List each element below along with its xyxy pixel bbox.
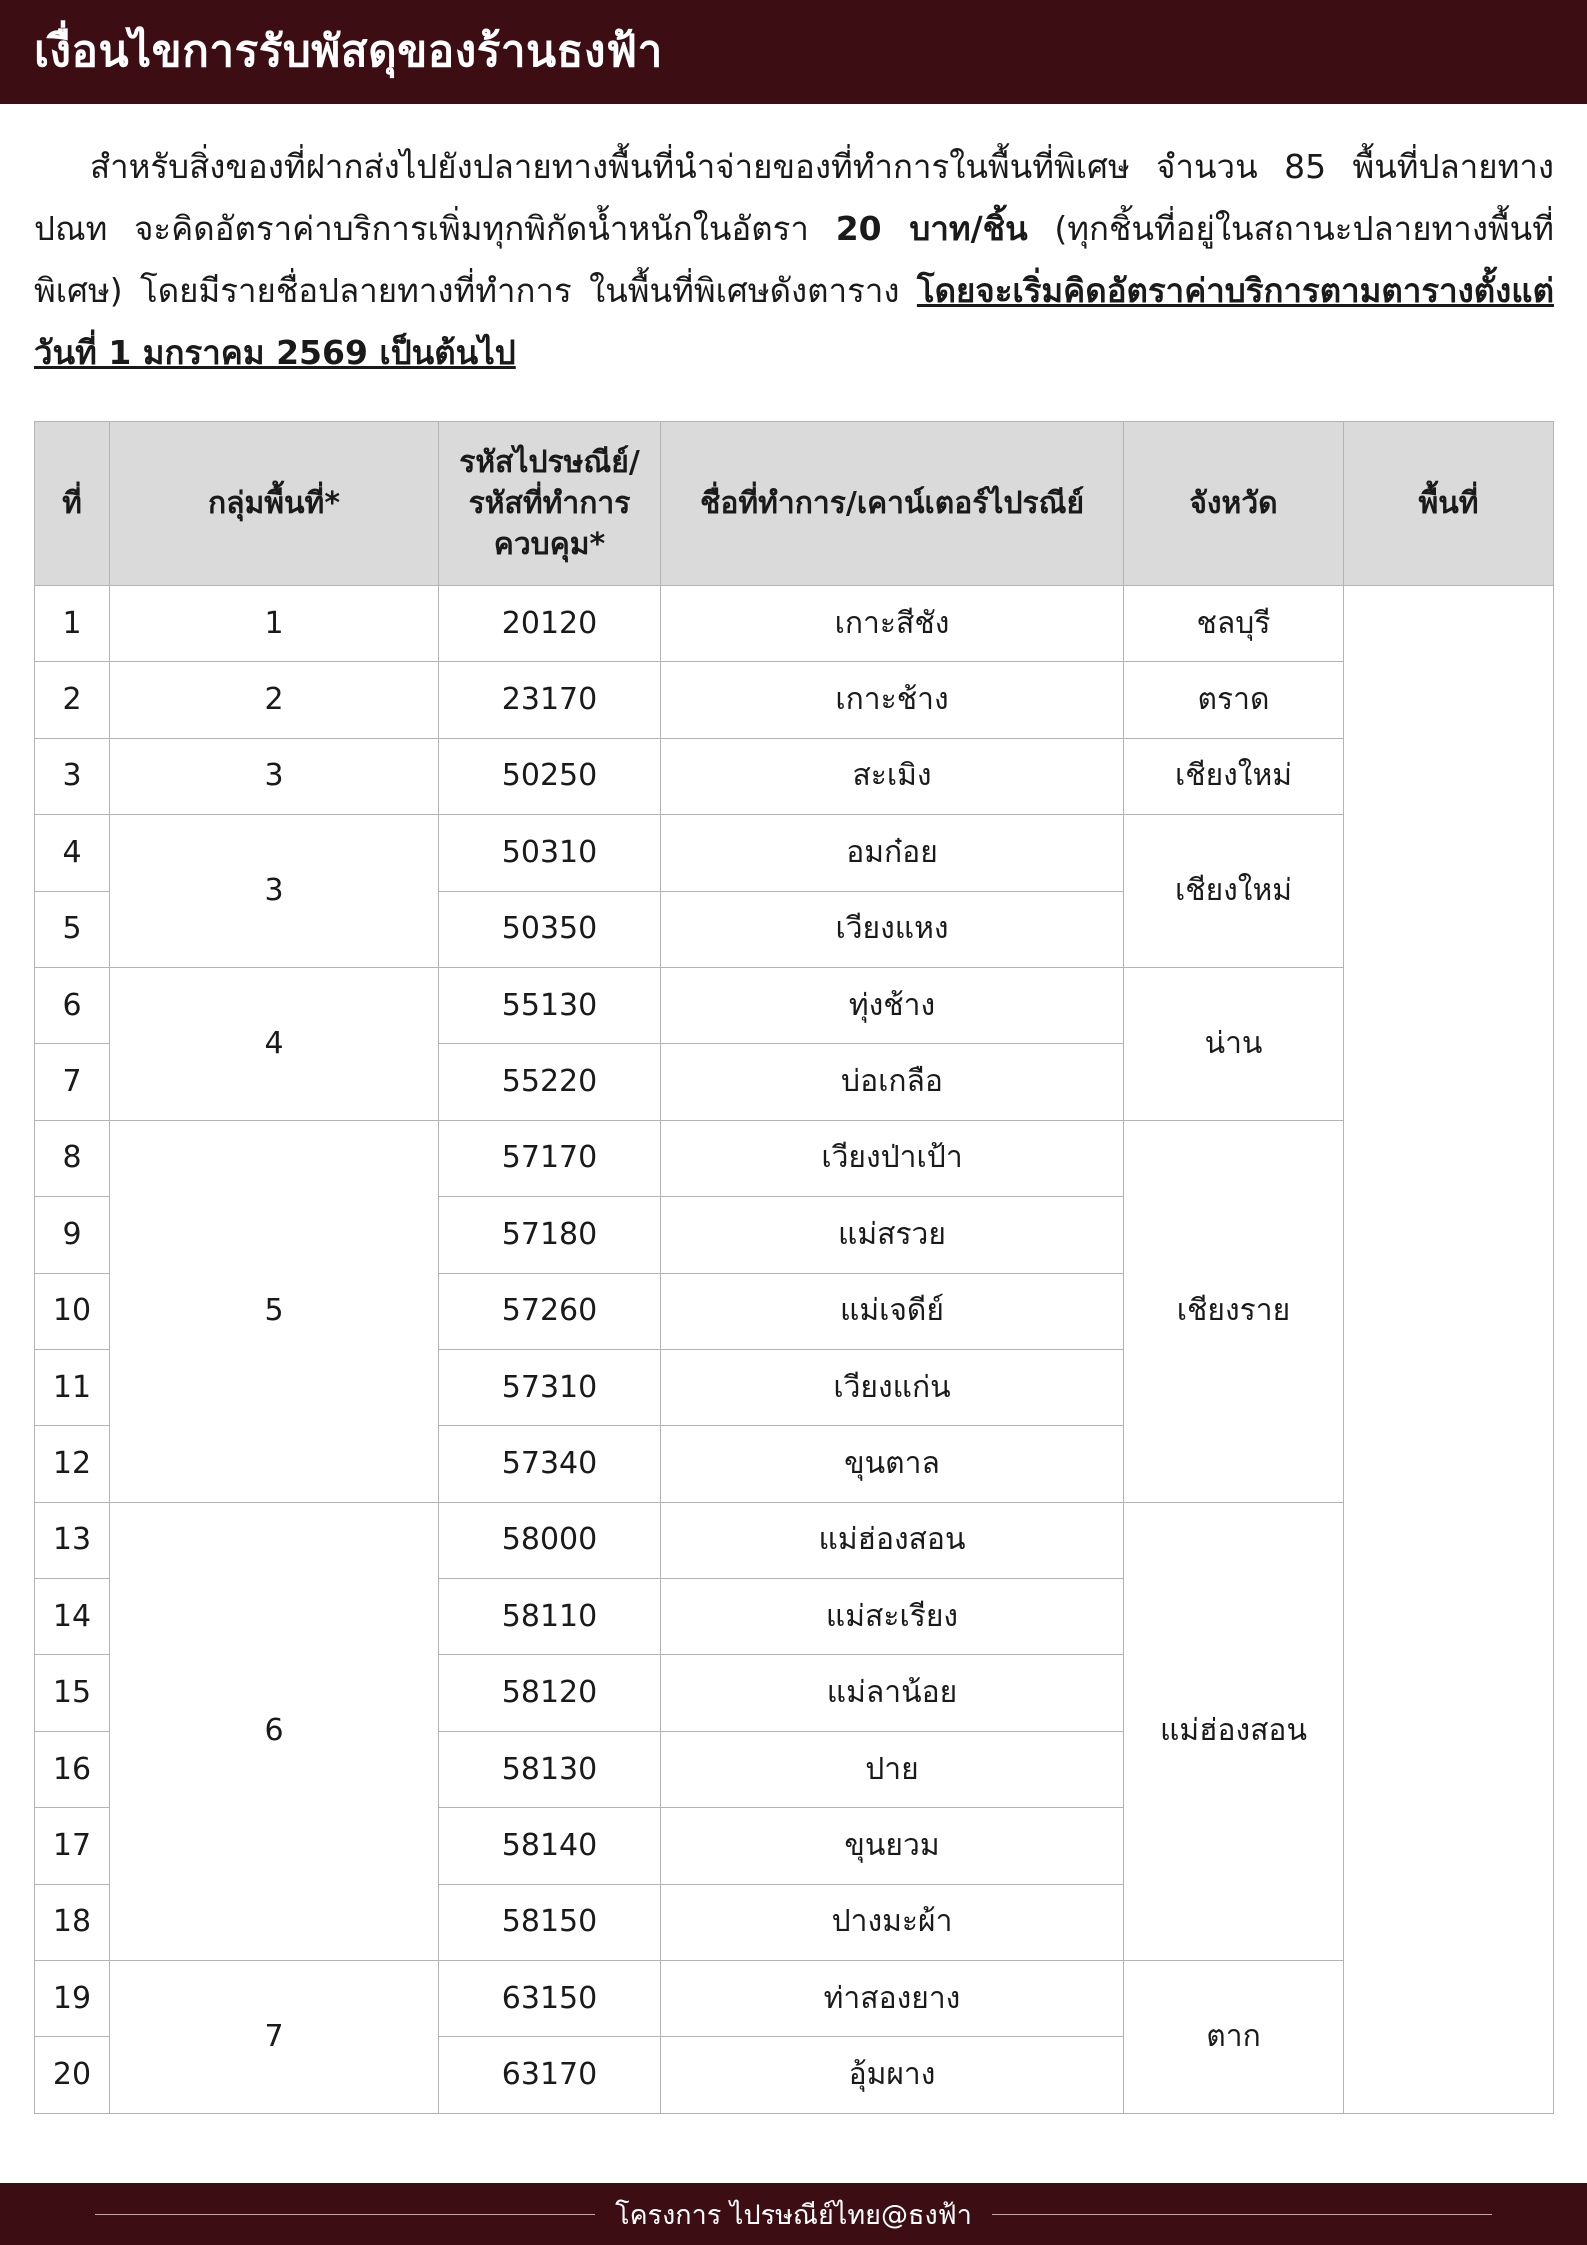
- footer-text: โครงการ ไปรษณีย์ไทย@ธงฟ้า: [615, 2199, 972, 2231]
- postal-code: 58150: [439, 1884, 661, 1960]
- postal-code: 58140: [439, 1808, 661, 1884]
- intro-paragraph: [34, 136, 1554, 384]
- row-number: 16: [35, 1731, 110, 1807]
- postal-code: 55220: [439, 1044, 661, 1120]
- table-row: [35, 738, 1554, 814]
- footer-divider-left: [95, 2214, 595, 2215]
- row-number: 6: [35, 967, 110, 1043]
- office-name: แม่ฮ่องสอน: [661, 1502, 1124, 1578]
- row-number: 4: [35, 815, 110, 891]
- col-header-province: จังหวัด: [1124, 422, 1344, 586]
- intro-rate: 20 บาท/ชิ้น: [835, 209, 1028, 248]
- table-row: [35, 815, 1554, 891]
- row-number: 15: [35, 1655, 110, 1731]
- row-number: 20: [35, 2037, 110, 2113]
- special-area-table: [34, 421, 1554, 2114]
- col-header-office: ชื่อที่ทำการ/เคาน์เตอร์ไปรณีย์: [661, 422, 1124, 586]
- row-number: 17: [35, 1808, 110, 1884]
- postal-code: 50250: [439, 738, 661, 814]
- row-number: 1: [35, 586, 110, 662]
- province: แม่ฮ่องสอน: [1124, 1502, 1344, 1960]
- postal-code: 20120: [439, 586, 661, 662]
- postal-code: 58000: [439, 1502, 661, 1578]
- province: เชียงใหม่: [1124, 815, 1344, 968]
- office-name: เวียงแหง: [661, 891, 1124, 967]
- office-name: เกาะสีชัง: [661, 586, 1124, 662]
- area-group: 5: [110, 1120, 439, 1502]
- table-row: [35, 1961, 1554, 2037]
- office-name: อมก๋อย: [661, 815, 1124, 891]
- intro-text-part-2: (ทุกชิ้นที่อยู่ในสถานะปลายทางพื้นที่พิเศษ) โดยมีรายชื่อปลายทางที่ทำการ ในพื้นที่พิเศษดังตาราง: [34, 209, 1554, 310]
- row-number: 10: [35, 1273, 110, 1349]
- office-name: แม่ลาน้อย: [661, 1655, 1124, 1731]
- area-group: 3: [110, 738, 439, 814]
- table-row: [35, 586, 1554, 662]
- office-name: แม่เจดีย์: [661, 1273, 1124, 1349]
- postal-code: 57340: [439, 1426, 661, 1502]
- province: ตาก: [1124, 1961, 1344, 2114]
- page-footer: [0, 2183, 1587, 2245]
- table-row: [35, 967, 1554, 1043]
- postal-code: 58130: [439, 1731, 661, 1807]
- province: น่าน: [1124, 967, 1344, 1120]
- office-name: ทุ่งช้าง: [661, 967, 1124, 1043]
- table-row: [35, 1502, 1554, 1578]
- row-number: 2: [35, 662, 110, 738]
- office-name: สะเมิง: [661, 738, 1124, 814]
- row-number: 11: [35, 1349, 110, 1425]
- postal-code: 63170: [439, 2037, 661, 2113]
- table-row: [35, 662, 1554, 738]
- province: เชียงใหม่: [1124, 738, 1344, 814]
- row-number: 9: [35, 1197, 110, 1273]
- intro-text-part-1: สำหรับสิ่งของที่ฝากส่งไปยังปลายทางพื้นที่นำจ่ายของที่ทำการในพื้นที่พิเศษ จำนวน 85 พื้นที่ปลายทาง ปณท จะคิดอัตราค่าบริการเพิ่มทุกพิกัดน้ำหนักในอัตรา: [34, 147, 1554, 248]
- intro-effective-date: โดยจะเริ่มคิดอัตราค่าบริการตามตารางตั้งแต่วันที่ 1 มกราคม 2569 เป็นต้นไป: [34, 271, 1554, 372]
- office-name: บ่อเกลือ: [661, 1044, 1124, 1120]
- col-header-group: กลุ่มพื้นที่*: [110, 422, 439, 586]
- postal-code: 55130: [439, 967, 661, 1043]
- postal-code: 23170: [439, 662, 661, 738]
- footer-divider-right: [992, 2214, 1492, 2215]
- province: ชลบุรี: [1124, 586, 1344, 662]
- table-row: [35, 1120, 1554, 1196]
- row-number: 13: [35, 1502, 110, 1578]
- office-name: ปาย: [661, 1731, 1124, 1807]
- office-name: เกาะช้าง: [661, 662, 1124, 738]
- row-number: 8: [35, 1120, 110, 1196]
- office-name: เวียงแก่น: [661, 1349, 1124, 1425]
- area-cell: [1344, 586, 1554, 2114]
- postal-code: 57180: [439, 1197, 661, 1273]
- office-name: อุ้มผาง: [661, 2037, 1124, 2113]
- area-group: 4: [110, 967, 439, 1120]
- office-name: เวียงป่าเป้า: [661, 1120, 1124, 1196]
- office-name: ขุนตาล: [661, 1426, 1124, 1502]
- row-number: 3: [35, 738, 110, 814]
- row-number: 7: [35, 1044, 110, 1120]
- row-number: 14: [35, 1579, 110, 1655]
- area-group: 1: [110, 586, 439, 662]
- area-group: 7: [110, 1961, 439, 2114]
- postal-code: 63150: [439, 1961, 661, 2037]
- table-body: [35, 586, 1554, 2114]
- page-title: เงื่อนไขการรับพัสดุของร้านธงฟ้า: [34, 26, 663, 77]
- postal-code: 57310: [439, 1349, 661, 1425]
- postal-code: 57170: [439, 1120, 661, 1196]
- office-name: แม่สะเรียง: [661, 1579, 1124, 1655]
- col-header-area: พื้นที่: [1344, 422, 1554, 586]
- postal-code: 58110: [439, 1579, 661, 1655]
- office-name: ท่าสองยาง: [661, 1961, 1124, 2037]
- col-header-no: ที่: [35, 422, 110, 586]
- office-name: ปางมะผ้า: [661, 1884, 1124, 1960]
- area-group: 3: [110, 815, 439, 968]
- row-number: 18: [35, 1884, 110, 1960]
- postal-code: 58120: [439, 1655, 661, 1731]
- postal-code: 57260: [439, 1273, 661, 1349]
- row-number: 12: [35, 1426, 110, 1502]
- postal-code: 50350: [439, 891, 661, 967]
- area-group: 6: [110, 1502, 439, 1960]
- row-number: 19: [35, 1961, 110, 2037]
- page-header: [0, 0, 1587, 104]
- postal-code: 50310: [439, 815, 661, 891]
- table-header-row: [35, 422, 1554, 586]
- office-name: แม่สรวย: [661, 1197, 1124, 1273]
- province: ตราด: [1124, 662, 1344, 738]
- office-name: ขุนยวม: [661, 1808, 1124, 1884]
- row-number: 5: [35, 891, 110, 967]
- col-header-postal-code: รหัสไปรษณีย์/ รหัสที่ทำการ ควบคุม*: [439, 422, 661, 586]
- province: เชียงราย: [1124, 1120, 1344, 1502]
- area-group: 2: [110, 662, 439, 738]
